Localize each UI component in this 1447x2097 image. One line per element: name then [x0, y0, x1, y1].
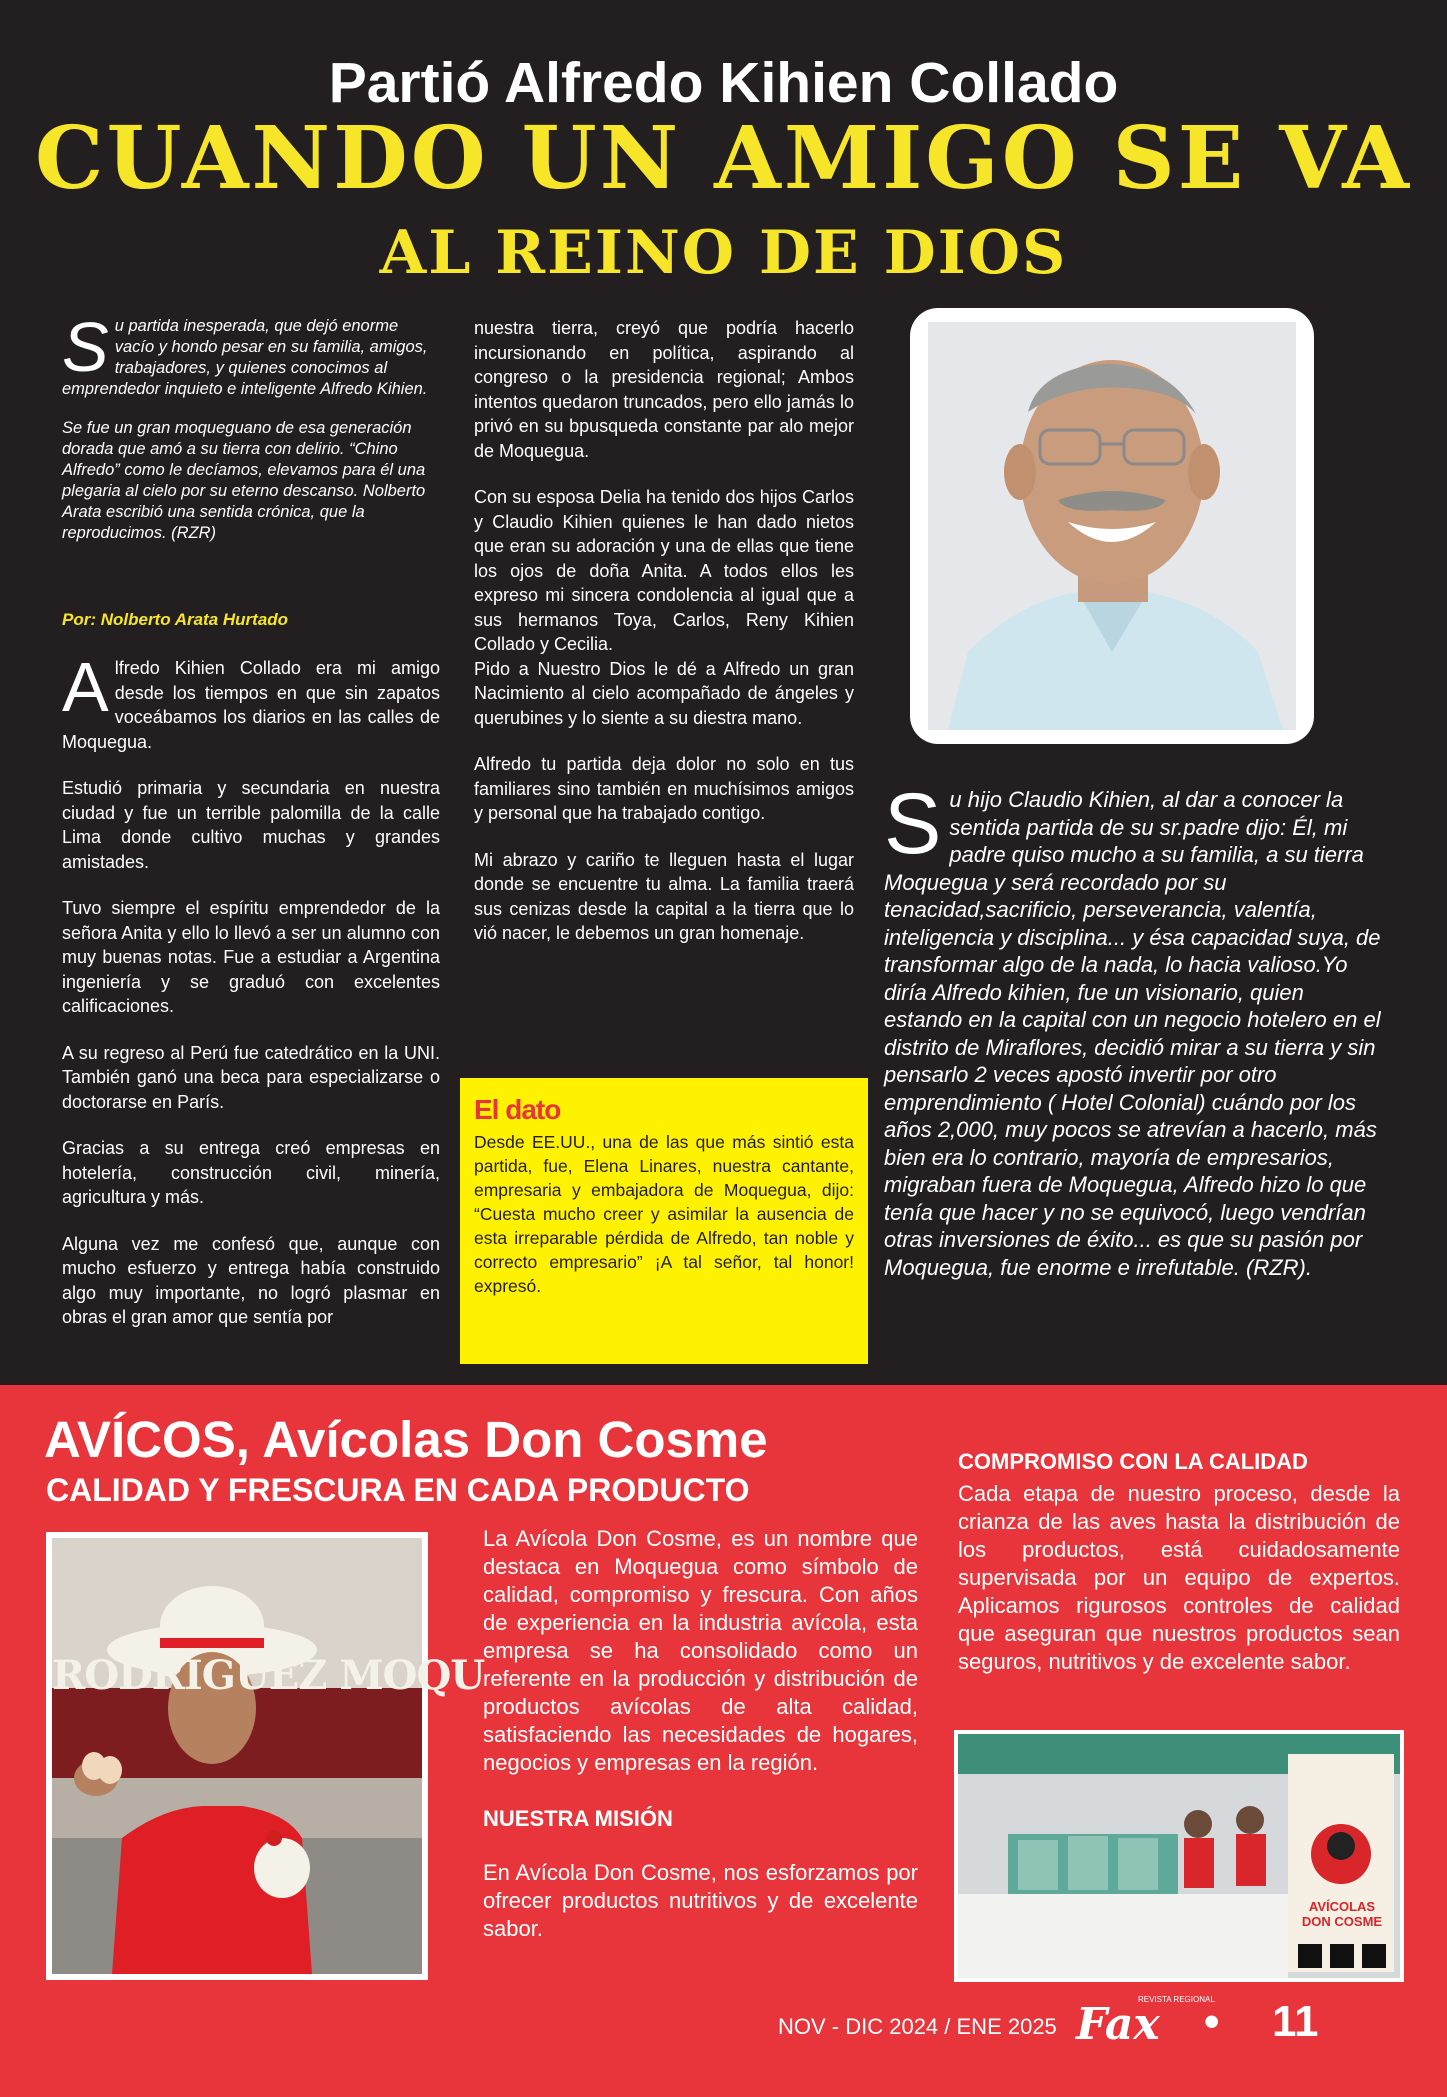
article-paragraph: Alguna vez me confesó que, aunque con mucho esfuerzo y entrega había construido algo muy importante, no logró plasmar en obras el gran amor que sentía por: [62, 1233, 440, 1327]
magazine-logo: Fax: [1076, 1999, 1160, 2050]
quote-text: u hijo Claudio Kihien, al dar a conocer la sentida partida de su sr.padre dijo: Él, mi padre quiso mucho a su familia, a su tierra Moquegua y será recordado por su tenacidad,sacrificio, perseverancia, valentía, inteligencia y disciplina... y ésa capacidad suya, de transformar algo de la nada, lo hacia valioso.Yo diría Alfredo kihien, fue un visionario, quien estando en la capital con un negocio hotelero en el distrito de Miraflores, decidió mirar a su tierra y sin pensarlo 2 veces apostó invertir por otro emprendimiento ( Hotel Colonial) cuándo por los años 2,000, muy pocos se atrevían a hacerlo, más bien era lo contrario, mayoría de empresarios, migraban fuera de Moquegua, Alfredo hizo lo que tenía que hacer y no se equivocó, luego vendrían otras inversiones de éxito... es que su pasión por Moquegua, fue enorme e irrefutable. (RZR).: [884, 787, 1381, 1280]
avicola-title: AVÍCOS, Avícolas Don Cosme: [44, 1411, 768, 1468]
market-stand-illustration: [958, 1734, 1400, 1978]
footer-bullet: •: [1204, 1997, 1220, 2046]
kicker-title: Partió Alfredo Kihien Collado: [328, 51, 1119, 115]
avicola-intro: La Avícola Don Cosme, es un nombre que destaca en Moquegua como símbolo de calidad, compromiso y frescura. Con años de experiencia en la industria avícola, esta empresa se ha consolidado como un referente en la producción y distribución de productos avícolas de alta calidad, satisfaciendo las necesidades de hogares, negocios y empresas en la región.: [483, 1526, 918, 1775]
calidad-text: Cada etapa de nuestro proceso, desde la crianza de las aves hasta la distribución de los productos, está cuidadosamente supervisada por un equipo de expertos. Aplicamos rigurosos controles de calidad que aseguran que nuestros productos sean seguros, nutritivos y de excelente sabor.: [958, 1481, 1400, 1674]
avicola-section: [0, 1385, 1447, 2097]
mision-title: NUESTRA MISIÓN: [483, 1806, 673, 1831]
woman-with-eggs-illustration: [52, 1538, 485, 1974]
headline: CUANDO UN AMIGO SE VA: [35, 108, 1412, 209]
article-paragraph: Gracias a su entrega creó empresas en hotelería, construcción civil, minería, agricultura y más.: [62, 1138, 440, 1207]
drop-cap: S: [884, 776, 942, 872]
article-paragraph: Pido a Nuestro Dios le dé a Alfredo un gran Nacimiento al cielo acompañado de ángeles y querubines y lo siente a su diestra mano.: [474, 658, 854, 728]
photo-sign-text: RODRÍGUEZ MOQU: [52, 1652, 485, 1699]
portrait-photo: [928, 322, 1296, 730]
article-paragraph: Alfredo tu partida deja dolor no solo en tus familiares sino también en muchísimos amigos y personal que ha trabajado contigo.: [474, 754, 854, 823]
intro-paragraph-2: Se fue un gran moqueguano de esa generación dorada que amó a su tierra con delirio. “Chino Alfredo” como le decíamos, elevamos para él una plegaria al cielo por su eterno descanso. Nolberto Arata escribió una sentida crónica, que la reproducimos. (RZR): [62, 419, 426, 542]
intro-paragraph-1: Su partida inesperada, que dejó enorme vacío y hondo pesar en su familia, amigos, trabajadores, y quienes conocimos al emprendedor inquieto e inteligente Alfredo Kihien.: [62, 308, 428, 398]
article-column-2: [474, 316, 854, 968]
article-paragraph: A su regreso al Perú fue catedrático en la UNI. También ganó una beca para especializarse o doctorarse en París.: [62, 1042, 440, 1112]
byline: Por: Nolberto Arata Hurtado: [62, 610, 289, 629]
issue-date: NOV - DIC 2024 / ENE 2025: [778, 2014, 1057, 2039]
mision-text: En Avícola Don Cosme, nos esforzamos por ofrecer productos nutritivos y de excelente sabor.: [483, 1860, 918, 1941]
intro-block: [62, 308, 440, 562]
avicola-main-text: [483, 1525, 918, 1971]
drop-cap: A: [62, 648, 109, 726]
el-dato-title: El dato: [474, 1094, 561, 1125]
article-column-1: [62, 648, 440, 1352]
calidad-title: COMPROMISO CON LA CALIDAD: [958, 1449, 1308, 1474]
drop-cap: S: [62, 308, 109, 386]
avicola-subtitle: CALIDAD Y FRESCURA EN CADA PRODUCTO: [46, 1472, 750, 1508]
el-dato-box: [460, 1078, 868, 1364]
article-paragraph: Tuvo siempre el espíritu emprendedor de la señora Anita y ello lo llevó a ser un alumno con muy buenas notas. Fue a estudiar a Argentina ingeniería y se graduó con excelentes calificaciones.: [62, 898, 440, 1016]
stand-photo: [958, 1734, 1400, 1978]
article-paragraph: Mi abrazo y cariño te lleguen hasta el lugar donde se encuentre tu alma. La familia traerá sus cenizas desde la capital a la tierra que lo vió nacer, le debemos un gran homenaje.: [474, 849, 854, 943]
article-paragraph: Con su esposa Delia ha tenido dos hijos Carlos y Claudio Kihien quienes le han dado nietos que eran su adoración y una de ellas que tiene los ojos de doña Anita. A todos ellos les expreso mi sincera condolencia al igual que a sus hermanos Toya, Carlos, Reny Kihien Collado y Cecilia.: [474, 487, 854, 654]
portrait-illustration: [928, 322, 1296, 730]
avicola-quality-text: [958, 1448, 1400, 1676]
article-paragraph: nuestra tierra, creyó que podría hacerlo incursionando en política, aspirando al congreso o la presidencia regional; Ambos intentos quedaron truncados, pero ello jamás lo privó en su bpusqueda constante par alo mejor de Moquegua.: [474, 318, 854, 461]
el-dato-text: Desde EE.UU., una de las que más sintió esta partida, fue, Elena Linares, nuestra cantante, empresaria y embajadora de Moquegua, dijo: “Cuesta mucho creer y asimilar la ausencia de esta irreparable pérdida de Alfredo, tan noble y correcto empresario” ¡A tal señor, tal honor! expresó.: [474, 1132, 854, 1296]
article-paragraph: Alfredo Kihien Collado era mi amigo desde los tiempos en que sin zapatos voceábamos los diarios en las calles de Moquegua.: [62, 648, 440, 752]
article-paragraph: Estudió primaria y secundaria en nuestra ciudad y fue un terrible palomilla de la calle Lima donde cultivo muchas y grandes amistades.: [62, 778, 440, 872]
stand-banner-text: AVÍCOLAS DON COSME: [1301, 1899, 1383, 1929]
family-quote: [884, 776, 1388, 1281]
avicola-photo: [52, 1538, 485, 1974]
subheadline: AL REINO DE DIOS: [379, 218, 1068, 288]
page-number: 11: [1272, 1997, 1319, 2046]
logo-small-text: REVISTA REGIONAL: [1138, 1995, 1215, 2004]
